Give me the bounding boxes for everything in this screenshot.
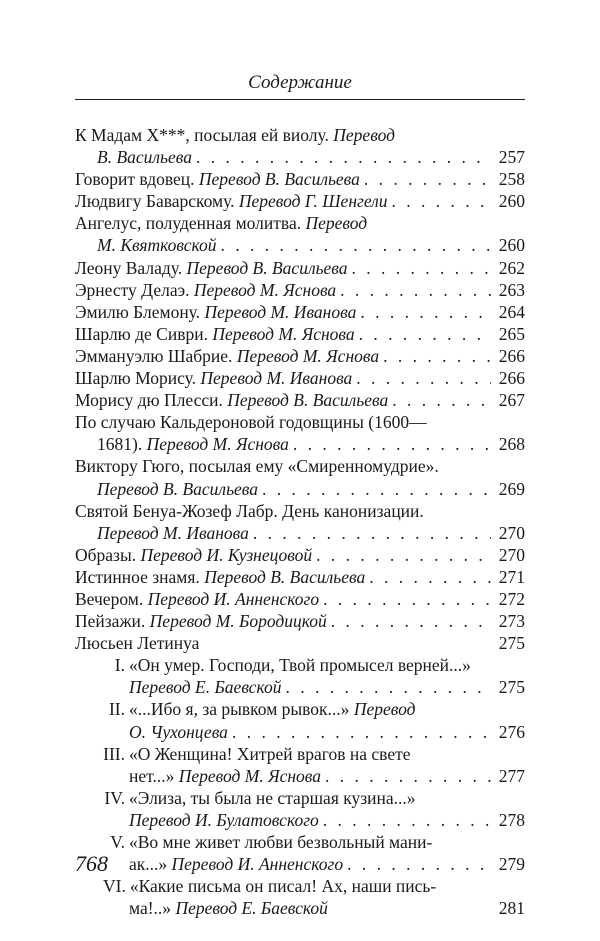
entry-translator: Перевод (328, 125, 395, 145)
entry-translator: О. Чухонцева (129, 721, 228, 742)
toc-entry (75, 190, 525, 212)
entry-translator: Перевод В. Васильева (199, 566, 366, 587)
entry-page: 270 (498, 522, 525, 543)
entry-translator: М. Квятковской (97, 235, 217, 256)
entry-title: Эммануэлю Шабрие. (75, 345, 233, 366)
leader-dots (369, 566, 491, 588)
subentry-number: V. (110, 832, 125, 852)
entry-translator: Перевод В. Васильева (97, 478, 259, 499)
entry-title: Святой Бенуа-Жозеф Лабр. День канонизации. (75, 500, 424, 521)
entry-title: Люсьен Летинуа (75, 633, 200, 654)
toc-entry (75, 367, 525, 389)
entry-translator: Перевод В. Васильева (182, 257, 348, 278)
leader-dots (253, 522, 491, 544)
entry-translator: Перевод М. Иванова (196, 368, 353, 389)
entry-title: Говорит вдовец. (75, 169, 195, 190)
leader-dots (323, 809, 491, 831)
toc-entry (75, 257, 525, 279)
toc-entry: По случаю Кальдероновой годовщины (1600— 1681). Перевод М. Яснова . . . 268 (75, 411, 525, 455)
entry-title: Эмилю Блемону. (75, 301, 201, 322)
entry-page: 262 (498, 257, 525, 278)
entry-page: 281 (498, 898, 525, 919)
entry-translator: Перевод М. Иванова (200, 301, 357, 322)
subentry-title: «О Женщина! Хитрей врагов на свете (129, 743, 411, 764)
subentry-number: VI. (103, 876, 126, 897)
entry-translator: Перевод М. Яснова (189, 279, 337, 300)
toc-entry (75, 632, 525, 654)
entry-translator: Перевод Е. Баевской (171, 898, 328, 919)
entry-page: 272 (498, 588, 525, 609)
entry-translator: Перевод Г. Шенгели (234, 191, 388, 212)
subentry-number: I. (114, 655, 125, 676)
entry-title: Людвигу Баварскому. (75, 191, 235, 212)
entry-translator: Перевод И. Булатовского (129, 809, 319, 830)
entry-page: 278 (498, 809, 525, 830)
entry-translator: Перевод М. Яснова (142, 434, 289, 455)
entry-page: 260 (498, 235, 525, 256)
leader-dots (340, 279, 491, 301)
page-number: 768 (75, 851, 108, 876)
toc-entry (75, 500, 525, 544)
entry-translator: Перевод И. Кузнецовой (136, 544, 313, 565)
toc-subentry (75, 787, 525, 831)
leader-dots (356, 367, 491, 389)
leader-dots (262, 478, 491, 500)
leader-dots (316, 544, 491, 566)
subentry-title: «Он умер. Господи, Твой промысел верней...» (129, 655, 471, 676)
entry-translator: Перевод Е. Баевской (129, 677, 282, 698)
entry-page: 269 (498, 478, 525, 499)
toc-entry (75, 566, 525, 588)
entry-title: Пейзажи. (75, 611, 146, 632)
subentry-number: IV. (104, 787, 125, 808)
entry-page: 276 (498, 721, 525, 742)
entry-title: По случаю Кальдероновой годовщины (1600— (75, 412, 427, 433)
entry-title: Вечером. (75, 588, 144, 609)
entry-page: 263 (498, 279, 525, 300)
entry-title: Эрнесту Делаэ. (75, 279, 190, 300)
toc-subentry (75, 698, 525, 742)
entry-translator: В. Васильева (97, 147, 192, 168)
subentry-title: «...Ибо я, за рывком рывок...» (129, 699, 350, 720)
table-of-contents (75, 124, 525, 919)
header-rule (75, 99, 525, 100)
entry-translator: Перевод (301, 213, 368, 234)
entry-translator: Перевод М. Яснова (207, 323, 355, 344)
toc-subentry: V. «Во мне живет любви безвольный мани- ак...» Перевод И. Анненского . . . 279 (75, 831, 525, 875)
toc-entry (75, 455, 525, 499)
leader-dots (325, 765, 491, 787)
entry-title: Морису дю Плесси. (75, 390, 223, 411)
toc-entry (75, 301, 525, 323)
leader-dots (392, 389, 491, 411)
leader-dots (392, 190, 491, 212)
entry-page: 266 (498, 368, 525, 389)
entry-page: 257 (498, 147, 525, 168)
entry-translator: Перевод М. Иванова (97, 522, 249, 543)
leader-dots (383, 345, 491, 367)
subentry-title: «Элиза, ты была не старшая кузина...» (129, 787, 416, 808)
entry-page: 268 (498, 434, 525, 455)
leader-dots (364, 168, 491, 190)
toc-subentry: VI. «Какие письма он писал! Ах, наши пись- ма!..» Перевод Е. Баевской 281 (103, 876, 525, 919)
entry-translator: Перевод М. Бородицкой (145, 611, 327, 632)
toc-subentry: III. «О Женщина! Хитрей врагов на свете нет...» Перевод М. Яснова . . . 277 (75, 743, 525, 787)
entry-title: Виктору Гюго, посылая ему «Смиренномудрие». (75, 456, 439, 477)
subentry-number: II. (108, 699, 125, 720)
entry-page: 275 (498, 677, 525, 698)
toc-entry (75, 168, 525, 190)
entry-page: 270 (498, 544, 525, 565)
leader-dots (293, 433, 491, 455)
leader-dots (359, 323, 491, 345)
leader-dots (352, 257, 491, 279)
entry-page: 271 (498, 566, 525, 587)
entry-title: Шарлю де Сиври. (75, 323, 208, 344)
entry-page: 258 (498, 169, 525, 190)
leader-dots (331, 610, 491, 632)
entry-translator: Перевод И. Анненского (167, 854, 344, 875)
entry-page: 266 (498, 345, 525, 366)
toc-entry (75, 544, 525, 566)
entry-translator: Перевод В. Васильева (194, 169, 360, 190)
entry-translator: Перевод (349, 699, 416, 720)
leader-dots (323, 588, 491, 610)
entry-page: 273 (498, 611, 525, 632)
subentry-title: «Во мне живет любви безвольный мани- (129, 832, 433, 852)
entry-title: Леону Валаду. (75, 257, 183, 278)
leader-dots (360, 301, 491, 323)
toc-entry (75, 610, 525, 632)
leader-dots (221, 234, 491, 256)
leader-dots (196, 146, 491, 168)
entry-page: 260 (498, 191, 525, 212)
entry-page: 265 (498, 323, 525, 344)
subentry-title: «Какие письма он писал! Ах, наши пись- (129, 876, 437, 897)
toc-entry (75, 389, 525, 411)
toc-entry (75, 323, 525, 345)
entry-page: 277 (498, 765, 525, 786)
running-header: Содержание (248, 72, 352, 93)
toc-entry (75, 279, 525, 301)
entry-page: 267 (498, 390, 525, 411)
entry-title: Истинное знамя. (75, 566, 200, 587)
leader-dots (347, 853, 491, 875)
entry-translator: Перевод В. Васильева (222, 390, 389, 411)
entry-translator: Перевод М. Яснова (174, 765, 322, 786)
toc-entry (75, 345, 525, 367)
entry-page: 275 (498, 633, 525, 654)
toc-entry (75, 124, 525, 168)
entry-title: Образы. (75, 544, 137, 565)
entry-translator: Перевод М. Яснова (232, 345, 380, 366)
leader-dots (232, 721, 491, 743)
subentry-number: III. (103, 743, 125, 764)
entry-title: Ангелус, полуденная молитва. (75, 213, 302, 234)
entry-page: 264 (498, 301, 525, 322)
toc-entry (75, 212, 525, 256)
leader-dots (285, 676, 491, 698)
entry-title: Шарлю Морису. (75, 368, 197, 389)
entry-translator: Перевод И. Анненского (143, 588, 320, 609)
entry-title: К Мадам X***, посылая ей виолу. (75, 125, 329, 145)
entry-page: 279 (498, 854, 525, 875)
toc-subentry (75, 654, 525, 698)
toc-entry (75, 588, 525, 610)
